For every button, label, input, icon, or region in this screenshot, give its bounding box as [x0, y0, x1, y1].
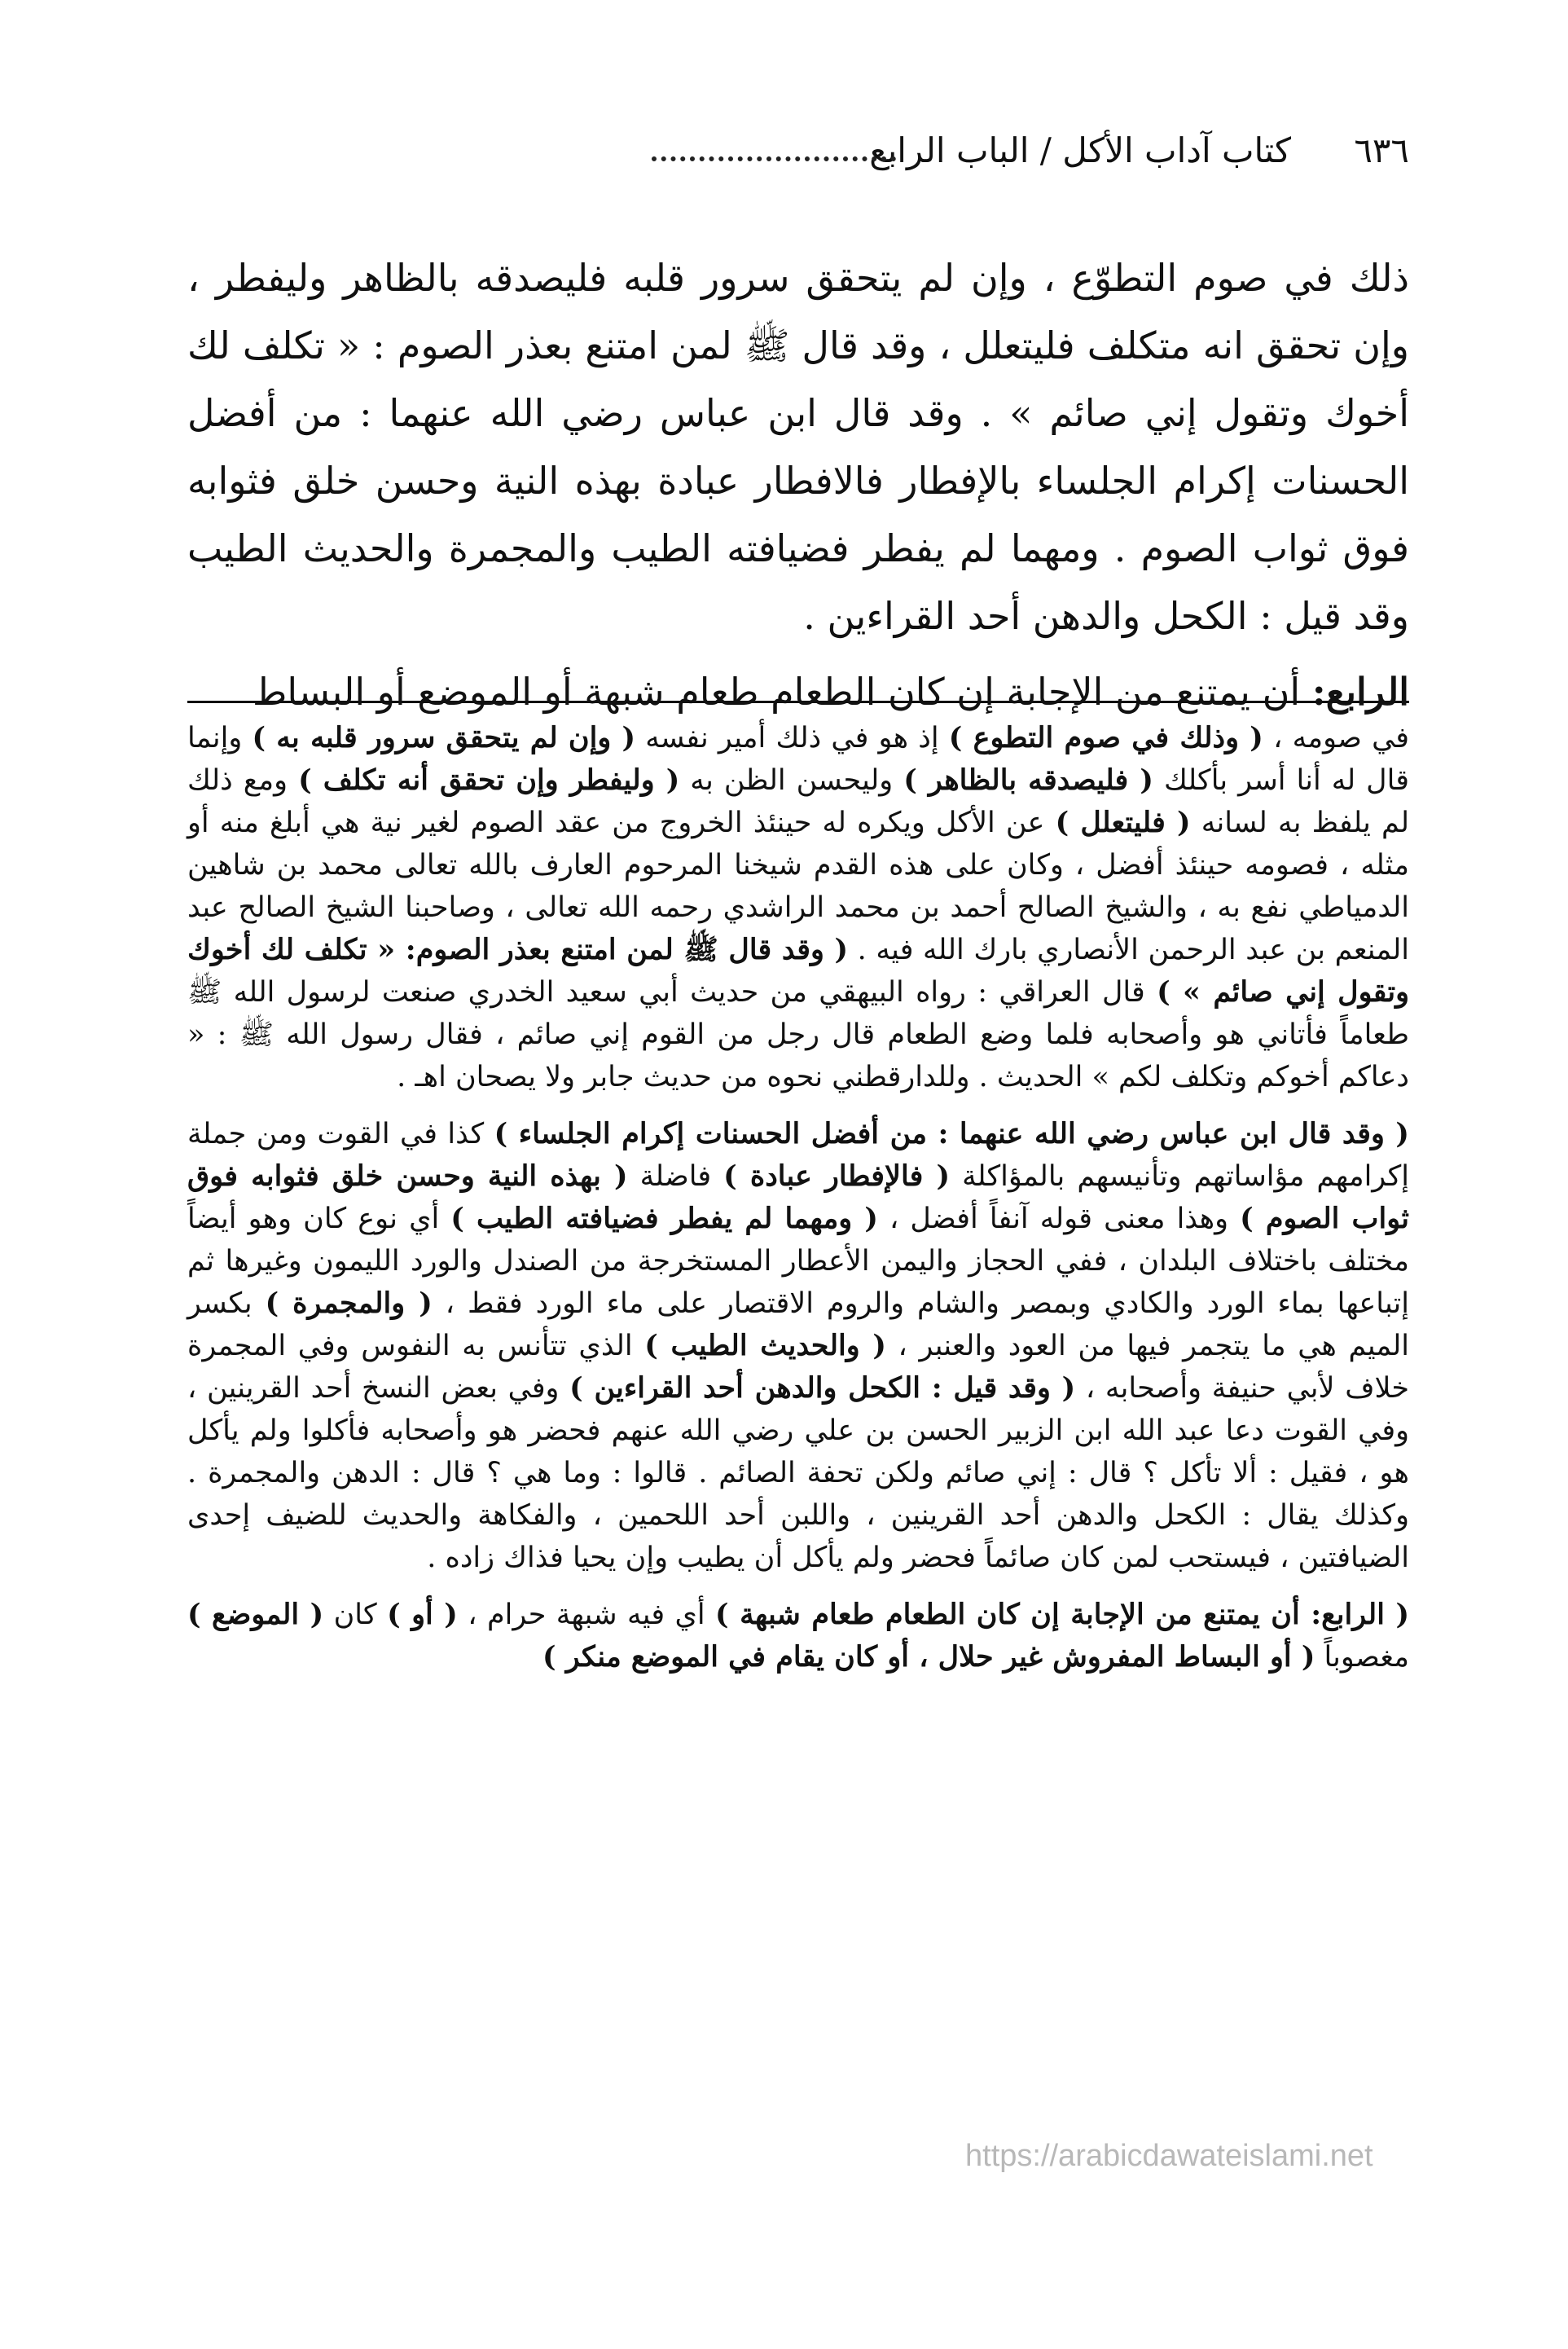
commentary-text	[187, 717, 1409, 1678]
main-paragraph-fourth	[187, 658, 1409, 726]
quoted-matn-segment: ( فالإفطار عبادة )	[723, 1159, 951, 1193]
page-number: ٦٣٦	[1354, 130, 1409, 170]
commentary-segment: وهذا معنى قوله آنفاً أفضل ،	[877, 1203, 1241, 1235]
quoted-matn-segment: ( ومهما لم يفطر فضيافته الطيب )	[450, 1202, 878, 1235]
quoted-matn-segment: ( أو )	[387, 1598, 458, 1631]
running-header	[187, 122, 1409, 187]
commentary-segment: بكسر الميم هي ما يتجمر فيها من العود والعنبر ،	[187, 1287, 1410, 1362]
commentary-segment: كذا في القوت ومن جملة إكرامهم مؤاساتهم وتأنيسهم بالمؤاكلة	[187, 1118, 1410, 1193]
main-text	[187, 244, 1409, 726]
quoted-matn-segment: ( وذلك في صوم التطوع )	[948, 721, 1263, 754]
commentary-segment: وفي بعض النسخ أحد القرينين ، وفي القوت دعا عبد الله ابن الزبير الحسن بن علي رضي الله عنهم فحضر هو وأصحابه فأكلوا ولم يأكل هو ، فقيل : ألا تأكل ؟ قال : إني صائم ولكن تحفة الصائم . قالوا : وما هي ؟ قال : الدهن والمجمرة . وكذلك يقال : الكحل والدهن أحد القرينين ، واللبن أحد اللحمين ، والفكاهة والحديث للضيف إحدى الضيافتين ، فيستحب لمن كان صائماً فحضر ولم يأكل أن يطيب وإن يحيا فذاك زاده .	[187, 1372, 1409, 1574]
main-paragraph-text: أن يمتنع من الإجابة إن كان الطعام طعام شبهة أو الموضع أو البساط	[252, 670, 1312, 714]
chapter-title: كتاب آداب الأكل / الباب الرابع	[869, 130, 1291, 170]
commentary-segment: وإنما قال له أنا أسر بأكلك	[187, 722, 1409, 797]
commentary-paragraph-1	[187, 717, 1409, 1098]
quoted-matn-segment: ( وقد قال ابن عباس رضي الله عنهما : من أفضل الحسنات إكرام الجلساء )	[494, 1117, 1409, 1150]
quoted-matn-segment: ( والحديث الطيب )	[644, 1329, 886, 1362]
main-paragraph-lead: الرابع:	[1311, 670, 1409, 714]
commentary-segment: عن الأكل ويكره له حينئذ الخروج من عقد الصوم لغير نية هي أبلغ منه أو مثله ، فصومه حينئذ أفضل ، وكان على هذه القدم شيخنا المرحوم العارف بالله تعالى محمد بن شاهين الدمياطي نفع به ، والشيخ الصالح أحمد بن محمد الراشدي رحمه الله تعالى ، وصاحبنا الشيخ الصالح عبد المنعم بن عبد الرحمن الأنصاري بارك الله فيه .	[187, 807, 1409, 966]
main-paragraph: ذلك في صوم التطوّع ، وإن لم يتحقق سرور قلبه فليصدقه بالظاهر وليفطر ، وإن تحقق انه متكلف فليتعلل ، وقد قال ﷺ لمن امتنع بعذر الصوم : « تكلف لك أخوك وتقول إني صائم » . وقد قال ابن عباس رضي الله عنهما : من أفضل الحسنات إكرام الجلساء بالإفطار فالافطار عبادة بهذه النية وحسن خلق فثوابه فوق ثواب الصوم . ومهما لم يفطر فضيافته الطيب والمجمرة والحديث الطيب وقد قيل : الكحل والدهن أحد القراءين .	[187, 256, 1409, 638]
quoted-matn-segment: ( الرابع: أن يمتنع من الإجابة إن كان الطعام طعام شبهة )	[715, 1598, 1410, 1631]
commentary-segment: الذي تتأنس به النفوس وفي المجمرة خلاف لأبي حنيفة وأصحابه ،	[187, 1330, 1409, 1405]
commentary-paragraph-2	[187, 1113, 1409, 1579]
quoted-matn-segment: ( وقد قيل : الكحل والدهن أحد القراءين )	[569, 1371, 1076, 1405]
quoted-matn-segment: ( وإن لم يتحقق سرور قلبه به )	[252, 721, 636, 754]
quoted-matn-segment: ( وليفطر وإن تحقق أنه تكلف )	[298, 763, 680, 797]
footnote-divider	[187, 701, 1409, 703]
quoted-matn-segment: ( أو البساط المفروش غير حلال ، أو كان يقام في الموضع منكر )	[542, 1640, 1315, 1674]
commentary-segment: كان	[323, 1599, 388, 1631]
commentary-segment: أي نوع كان وهو أيضاً مختلف باختلاف البلدان ، ففي الحجاز واليمن الأعطار المستخرجة من الصندل والورد الليمون وغيرها ثم إتباعها بماء الورد والكادي وبمصر والشام والروم الاقتصار على ماء الورد فقط ،	[187, 1203, 1409, 1320]
quoted-matn-segment: ( فليصدقه بالظاهر )	[903, 763, 1153, 797]
quoted-matn-segment: ( فليتعلل )	[1055, 806, 1191, 839]
quoted-matn-segment: ( بهذه النية وحسن خلق فثوابه فوق ثواب الصوم )	[187, 1159, 1410, 1235]
commentary-segment: مغصوباً	[1315, 1641, 1409, 1674]
commentary-paragraph-3	[187, 1594, 1409, 1678]
commentary-segment: فاضلة	[627, 1160, 724, 1193]
commentary-segment: ومع ذلك لم يلفظ به لسانه	[187, 764, 1409, 839]
header-dotted-leader	[652, 156, 896, 161]
commentary-segment: أي فيه شبهة حرام ،	[457, 1599, 716, 1631]
commentary-segment: قال العراقي : رواه البيهقي من حديث أبي سعيد الخدري صنعت لرسول الله ﷺ طعاماً فأتاني هو وأصحابه فلما وضع الطعام قال رجل من القوم إني صائم ، فقال رسول الله ﷺ : « دعاكم أخوكم وتكلف لكم » الحديث . وللدارقطني نحوه من حديث جابر ولا يصحان اهـ .	[187, 976, 1409, 1093]
quoted-matn-segment: ( وقد قال ﷺ لمن امتنع بعذر الصوم: « تكلف لك أخوك وتقول إني صائم » )	[187, 933, 1410, 1009]
quoted-matn-segment: ( والمجمرة )	[265, 1287, 433, 1320]
quoted-matn-segment: ( الموضع )	[187, 1598, 324, 1631]
commentary-segment: وليحسن الظن به	[679, 764, 904, 797]
watermark-url: https://arabicdawateislami.net	[965, 2139, 1373, 2173]
commentary-segment: إذ هو في ذلك أمير نفسه	[635, 722, 949, 754]
commentary-segment: في صومه ،	[1263, 722, 1409, 754]
